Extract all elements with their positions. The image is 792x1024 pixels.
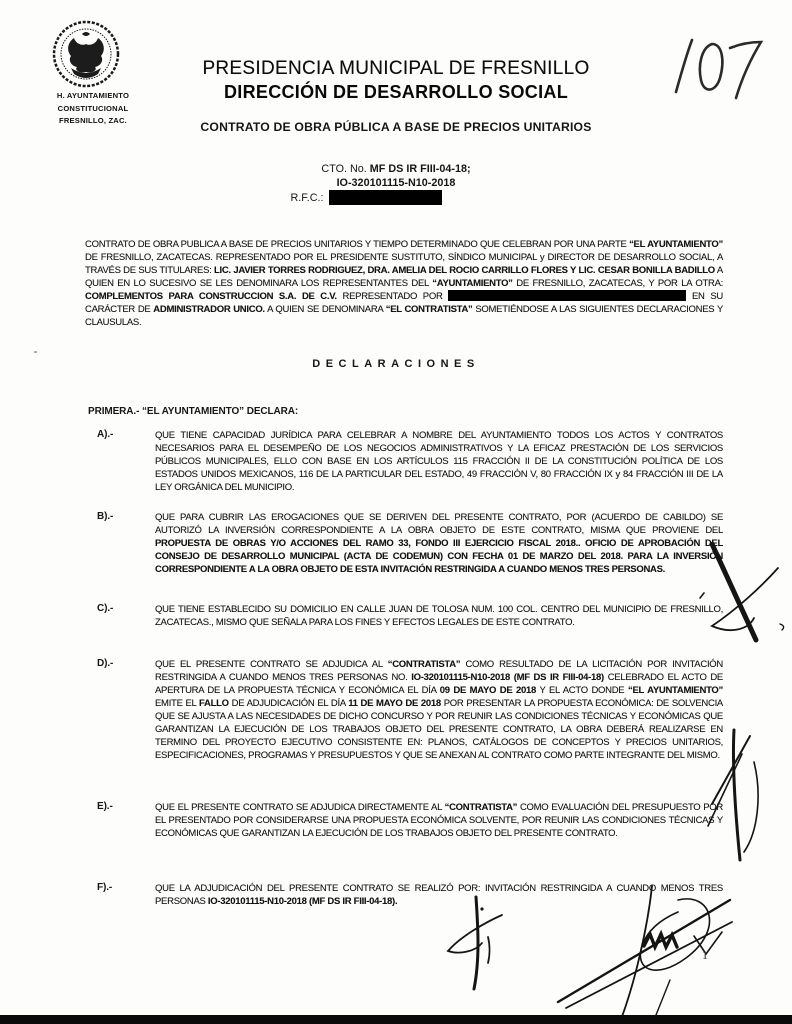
clause-label: C).- xyxy=(97,603,114,614)
scan-artifact-dot xyxy=(34,351,37,353)
primera-heading: PRIMERA.- “EL AYUNTAMIENTO” DECLARA: xyxy=(88,406,299,417)
contract-number-line1: CTO. No. MF DS IR FIII-04-18; xyxy=(321,163,471,175)
handwritten-folio-number xyxy=(668,34,768,106)
handwritten-mark-right xyxy=(698,728,764,864)
contract-type-heading: CONTRATO DE OBRA PÚBLICA A BASE DE PRECIOS UNITARIOS xyxy=(200,120,592,134)
rfc-label: R.F.C.: xyxy=(290,191,324,204)
handwritten-check-mark xyxy=(696,542,786,654)
page-subtitle-department: DIRECCIÓN DE DESARROLLO SOCIAL xyxy=(223,82,568,102)
clause-label: A).- xyxy=(97,429,114,440)
clause-text: QUE TIENE CAPACIDAD JURÍDICA PARA CELEBRAR A NOMBRE DEL AYUNTAMIENTO TODOS LOS ACTOS Y CONTRATOS NECESARIOS PARA EL DESEMPEÑO DE LOS NEGOCIOS ADMINISTRATIVOS Y LA EFICAZ PRESTACIÓN DE LOS SERVICIOS PÚBLICOS MUNICIPALES, ELLO CON BASE EN LOS ARTÍCULOS 115 FRACCIÓN II DE LA CONSTITUCIÓN POLÍTICA DE LOS ESTADOS UNIDOS MEXICANOS, 116 DE LA PARTICULAR DEL ESTADO, 49 FRACCIÓN V, 80 FRACCIÓN IX y 84 FRACCIÓN III DE LA LEY ORGÁNICA DEL MUNICIPIO. xyxy=(155,430,723,493)
scan-edge-strip xyxy=(0,1015,792,1024)
handwritten-initials xyxy=(446,893,506,993)
seal-caption-line2: CONSTITUCIONAL xyxy=(57,103,129,113)
clause-label: B).- xyxy=(97,511,114,522)
clause-text: QUE EL PRESENTE CONTRATO SE ADJUDICA DIRECTAMENTE AL “CONTRATISTA” COMO EVALUACIÓN DEL PRESUPUESTO POR EL PRESENTADO POR CONSIDERARSE UNA PROPUESTA ECONÓMICA SOLVENTE, POR REUNIR LAS CONDICIONES TÉCNICAS Y ECONÓMICAS QUE GARANTIZAN LA EJECUCIÓN DE LOS TRABAJOS OBJETO DEL PRESENTE CONTRATO. xyxy=(155,802,723,839)
clause-text: QUE TIENE ESTABLECIDO SU DOMICILIO EN CALLE JUAN DE TOLOSA NUM. 100 COL. CENTRO DEL MUNICIPIO DE FRESNILLO, ZACATECAS., MISMO QUE SEÑALA PARA LOS FINES Y EFECTOS LEGALES DE ESTE CONTRATO. xyxy=(155,604,723,628)
page-number: 1 xyxy=(702,948,708,962)
page-title: PRESIDENCIA MUNICIPAL DE FRESNILLO xyxy=(202,58,590,79)
contract-number-block xyxy=(0,162,792,205)
seal-caption-line3: FRESNILLO, ZAC. xyxy=(59,116,127,125)
signature-scribble xyxy=(552,884,737,1024)
rfc-redaction-bar xyxy=(329,190,442,205)
inline-redaction-bar xyxy=(448,290,686,301)
clause-label: D).- xyxy=(97,658,114,669)
clause-text: QUE LA ADJUDICACIÓN DEL PRESENTE CONTRATO SE REALIZÓ POR: INVITACIÓN RESTRINGIDA A CUANDO MENOS TRES PERSONAS IO-320101115-N10-2018 (MF DS IR FIII-04-18). xyxy=(155,883,723,907)
clause-text: QUE PARA CUBRIR LAS EROGACIONES QUE SE DERIVEN DEL PRESENTE CONTRATO, POR (ACUERDO DE CABILDO) SE AUTORIZÓ LA INVERSIÓN CORRESPONDIENTE A LA OBRA OBJETO DE ESTE CONTRATO, MISMA QUE PROVIENE DEL PROPUESTA DE OBRAS Y/O ACCIONES DEL RAMO 33, FONDO III EJERCICIO FISCAL 2018.. OFICIO DE APROBACIÓN DEL CONSEJO DE DESARROLLO MUNICIPAL (ACTA DE CODEMUN) CON FECHA 01 DE MARZO DEL 2018. PARA LA INVERSIÓN CORRESPONDIENTE A LA OBRA OBJETO DE ESTA INVITACIÓN RESTRINGIDA A CUANDO MENOS TRES PERSONAS. xyxy=(155,512,723,575)
declarations-heading: DECLARACIONES xyxy=(312,358,480,370)
clause-text: QUE EL PRESENTE CONTRATO SE ADJUDICA AL “CONTRATISTA” COMO RESULTADO DE LA LICITACIÓN POR INVITACIÓN RESTRINGIDA A CUANDO MENOS TRES PERSONAS NO. IO-320101115-N10-2018 (MF DS IR FIII-04-18) CELEBRADO EL ACTO DE APERTURA DE LA PROPUESTA TÉCNICA Y ECONÓMICA EL DÍA 09 DE MAYO DE 2018 Y EL ACTO DONDE “EL AYUNTAMIENTO” EMITE EL FALLO DE ADJUDICACIÓN EL DÍA 11 DE MAYO DE 2018 POR PRESENTAR LA PROPUESTA ECONÓMICA: DE SOLVENCIA QUE SE AJUSTA A LAS NECESIDADES DE DICHO CONCURSO Y POR REUNIR LAS CONDICIONES TÉCNICAS Y ECONÓMICAS QUE GARANTIZAN LA EJECUCIÓN DE LOS TRABAJOS OBJETO DEL PRESENTE CONTRATO, LA OBRA DEBERÁ REALIZARSE EN TERMINO DEL PROYECTO EJECUTIVO CONSISTENTE EN: PLANOS, CATÁLOGOS DE CONCEPTOS Y PRECIOS UNITARIOS, ESPECIFICACIONES, PROGRAMAS Y PRESUPUESTOS Y QUE SE ANEXAN AL CONTRATO COMO PARTE INTEGRANTE DEL MISMO. xyxy=(155,659,724,761)
clause-label: E).- xyxy=(97,801,113,812)
contract-number-line2: IO-320101115-N10-2018 xyxy=(336,177,456,189)
clause-label: F).- xyxy=(97,882,113,893)
seal-caption-line1: H. AYUNTAMIENTO xyxy=(56,91,130,100)
intro-paragraph: CONTRATO DE OBRA PUBLICA A BASE DE PRECIOS UNITARIOS Y TIEMPO DETERMINADO QUE CELEBRAN POR UNA PARTE “EL AYUNTAMIENTO” DE FRESNILLO, ZACATECAS. REPRESENTADO POR EL PRESIDENTE SUSTITUTO, SÍNDICO MUNICIPAL y DIRECTOR DE DESARROLLO SOCIAL, A TRAVÉS DE SUS TITULARES: LIC. JAVIER TORRES RODRIGUEZ, DRA. AMELIA DEL ROCIO CARRILLO FLORES Y LIC. CESAR BONILLA BADILLO A QUIEN EN LO SUCESIVO SE LES DENOMINARA LOS REPRESENTANTES DEL “AYUNTAMIENTO” DE FRESNILLO, ZACATECAS, Y POR LA OTRA: COMPLEMENTOS PARA CONSTRUCCION S.A. DE C.V. REPRESENTADO POR EN SU CARÁCTER DE ADMINISTRADOR UNICO. A QUIEN SE DENOMINARA “EL CONTRATISTA” SOMETIÉNDOSE A LAS SIGUIENTES DECLARACIONES Y CLAUSULAS. xyxy=(85,239,724,328)
